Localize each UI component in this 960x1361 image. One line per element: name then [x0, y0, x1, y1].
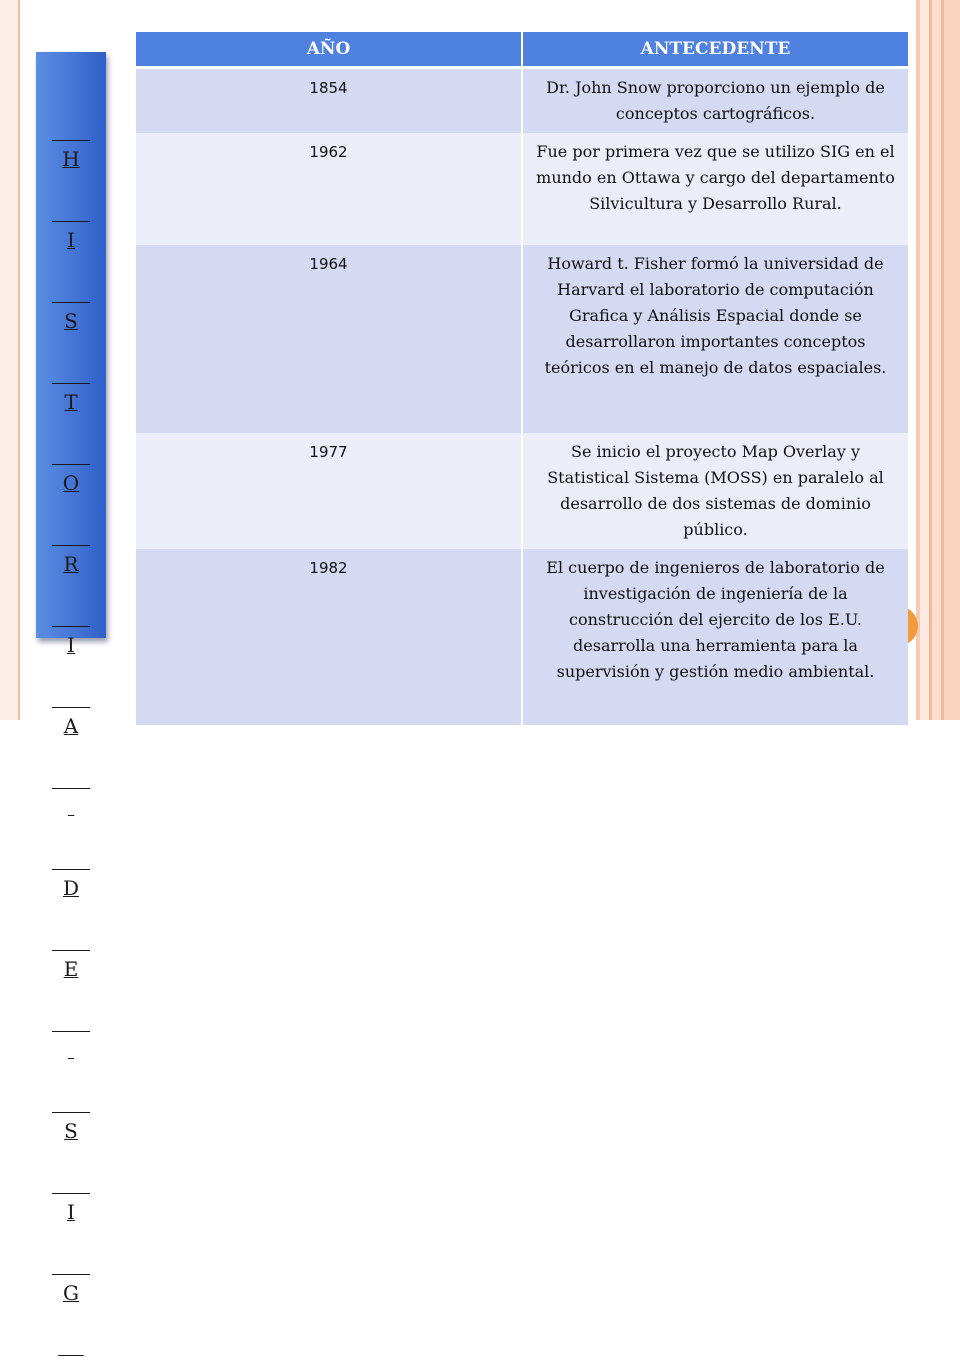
right-decorative-stripe — [944, 0, 960, 720]
cell-year: 1964 — [136, 245, 522, 433]
table-row — [136, 549, 908, 725]
cell-antecedent: El cuerpo de ingenieros de laboratorio de investigación de ingeniería de la construcción del ejercito de los E.U. desarrolla una herramienta para la supervisión y gestión medio ambiental. — [522, 549, 908, 725]
header-antecedent: ANTECEDENTE — [522, 32, 908, 68]
cell-year: 1962 — [136, 133, 522, 245]
right-decorative-stripe — [920, 0, 929, 720]
title-letter: I — [67, 228, 75, 252]
header-year: AÑO — [136, 32, 522, 68]
title-letter: E — [63, 957, 79, 981]
table-row — [136, 245, 908, 433]
title-letter: A — [63, 714, 79, 738]
right-decorative-stripe — [932, 0, 941, 720]
cell-year: 1854 — [136, 68, 522, 134]
title-spacer — [36, 794, 106, 821]
title-letter: G — [63, 1281, 79, 1305]
cell-antecedent: Fue por primera vez que se utilizo SIG en el mundo en Ottawa y cargo del departamento Silvicultura y Desarrollo Rural. — [522, 133, 908, 245]
vertical-title — [36, 92, 106, 1361]
history-table — [136, 32, 908, 725]
left-decorative-border — [0, 0, 20, 720]
cell-antecedent: Dr. John Snow proporciono un ejemplo de conceptos cartográficos. — [522, 68, 908, 134]
cell-antecedent: Howard t. Fisher formó la universidad de Harvard el laboratorio de computación Grafica y Análisis Espacial donde se desarrollaron importantes conceptos teóricos en el manejo de datos espaciales. — [522, 245, 908, 433]
vertical-title-box — [36, 52, 106, 1305]
title-letter: R — [63, 552, 79, 576]
title-letter: S — [64, 309, 78, 333]
cell-antecedent: Se inicio el proyecto Map Overlay y Statistical Sistema (MOSS) en paralelo al desarrollo de dos sistemas de dominio público. — [522, 433, 908, 549]
table-row — [136, 133, 908, 245]
title-letter: D — [62, 876, 80, 900]
cell-year: 1977 — [136, 433, 522, 549]
title-letter: O — [62, 471, 80, 495]
cell-year: 1982 — [136, 549, 522, 725]
title-letter: I — [67, 1200, 75, 1224]
title-letter: S — [64, 1119, 78, 1143]
title-letter: H — [62, 147, 80, 171]
title-spacer — [36, 1037, 106, 1064]
table-row — [136, 433, 908, 549]
table-row — [136, 68, 908, 134]
table-header-row — [136, 32, 908, 68]
title-letter: I — [67, 633, 75, 657]
title-letter: T — [64, 390, 78, 414]
